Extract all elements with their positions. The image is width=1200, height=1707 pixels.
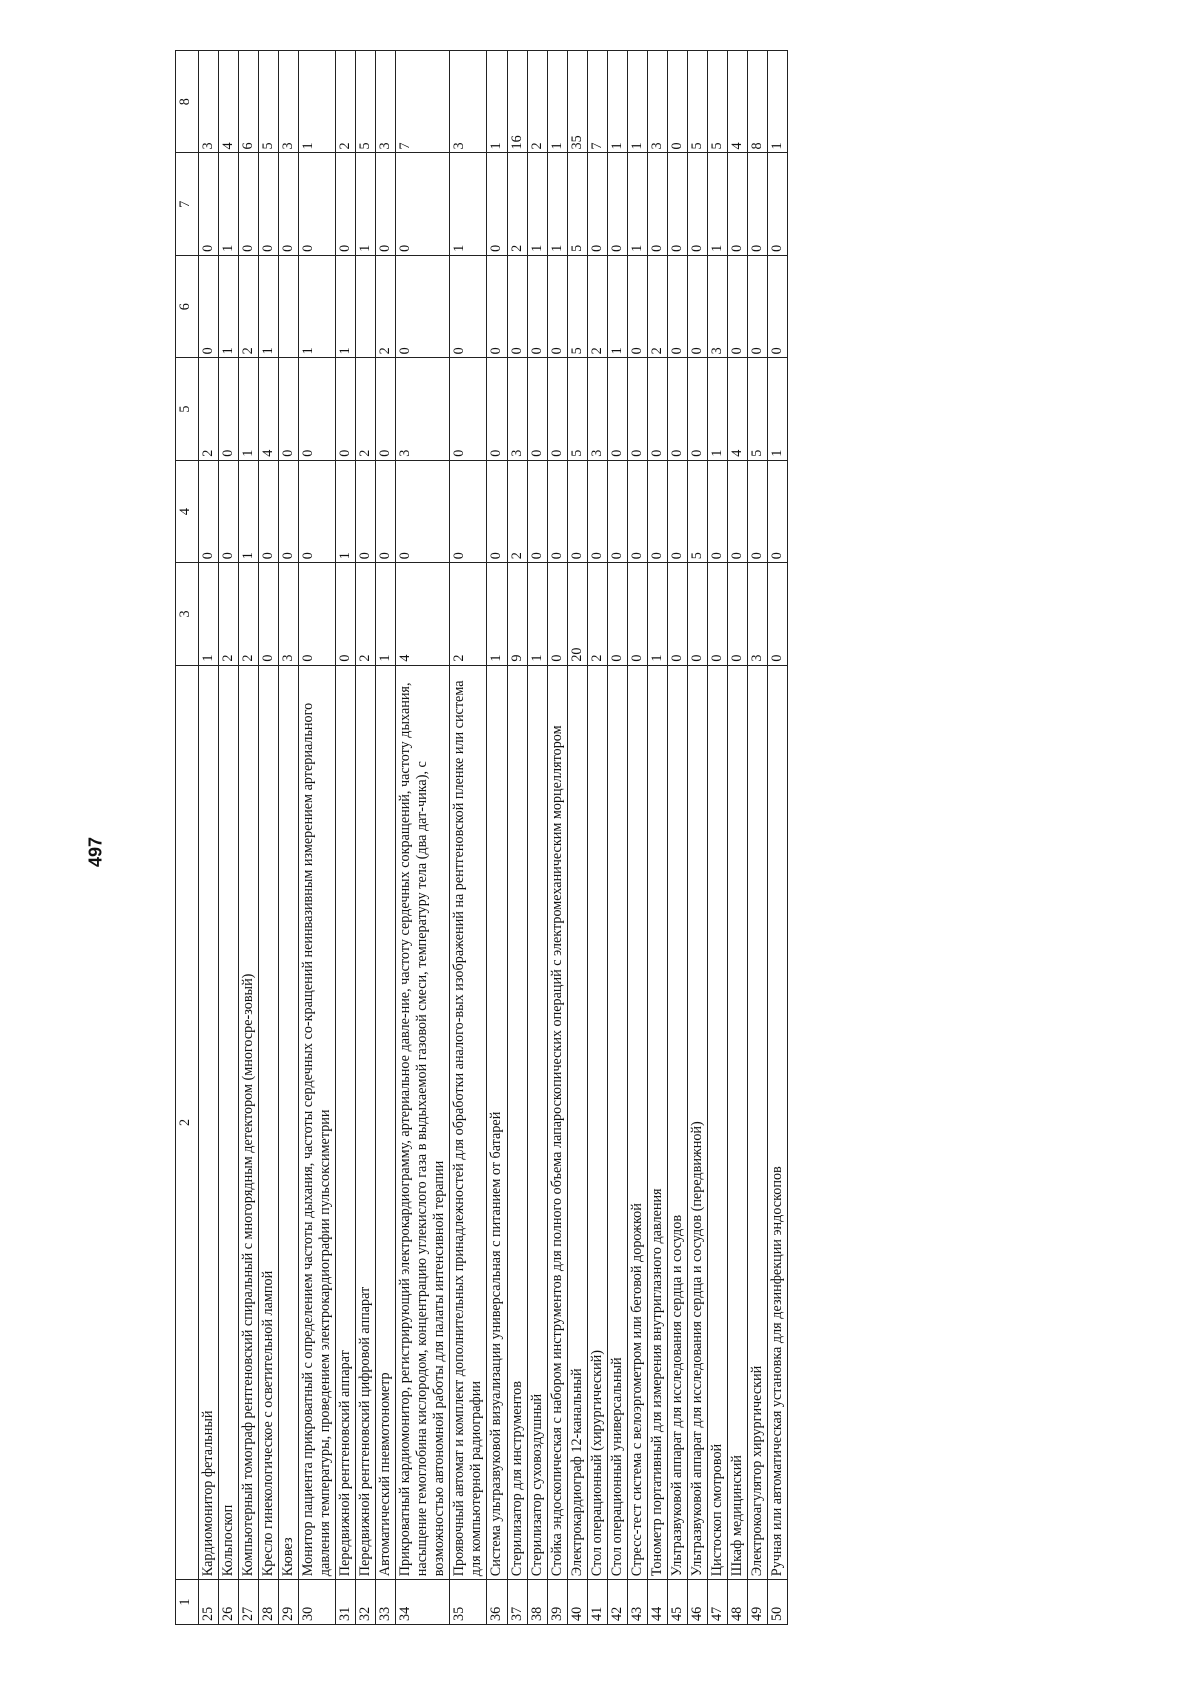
equipment-name-cell: Ультразвуковой аппарат для исследования сердца и сосудов — [667, 665, 687, 1580]
quantity-cell: 8 — [747, 51, 767, 153]
quantity-cell: 3 — [279, 563, 299, 665]
quantity-cell: 1 — [199, 563, 219, 665]
quantity-cell: 0 — [336, 153, 356, 255]
row-number-cell: 33 — [376, 1580, 396, 1625]
equipment-name-cell: Передвижной рентгеновский цифровой аппарат — [356, 665, 376, 1580]
table-row — [396, 51, 450, 1625]
quantity-cell: 1 — [356, 153, 376, 255]
table-row — [336, 51, 356, 1625]
quantity-cell: 1 — [527, 153, 547, 255]
quantity-cell: 0 — [767, 563, 787, 665]
quantity-cell: 0 — [450, 255, 487, 357]
quantity-cell: 1 — [647, 563, 667, 665]
quantity-cell: 0 — [547, 255, 567, 357]
quantity-cell: 0 — [627, 563, 647, 665]
equipment-name-cell: Проявочный автомат и комплект дополнительных принадлежностей для обработки аналого-вых изображений на рентгеновской пленке или система для компьютерной радиографии — [450, 665, 487, 1580]
row-number-cell: 34 — [396, 1580, 450, 1625]
quantity-cell: 5 — [259, 51, 279, 153]
quantity-cell: 0 — [687, 358, 707, 460]
quantity-cell: 5 — [687, 51, 707, 153]
equipment-name-cell: Ультразвуковой аппарат для исследования сердца и сосудов (передвижной) — [687, 665, 707, 1580]
equipment-name-cell: Цистоскоп смотровой — [707, 665, 727, 1580]
table-row — [239, 51, 259, 1625]
quantity-cell: 0 — [567, 460, 587, 562]
quantity-cell: 0 — [667, 563, 687, 665]
quantity-cell: 0 — [667, 460, 687, 562]
quantity-cell: 2 — [239, 255, 259, 357]
quantity-cell: 0 — [727, 153, 747, 255]
quantity-cell: 1 — [607, 255, 627, 357]
row-number-cell: 35 — [450, 1580, 487, 1625]
table-row — [376, 51, 396, 1625]
quantity-cell: 0 — [727, 563, 747, 665]
quantity-cell: 0 — [396, 255, 450, 357]
quantity-cell — [279, 255, 299, 357]
table-row — [356, 51, 376, 1625]
quantity-cell: 5 — [356, 51, 376, 153]
quantity-cell: 3 — [279, 51, 299, 153]
quantity-cell: 4 — [727, 51, 747, 153]
row-number-cell: 28 — [259, 1580, 279, 1625]
table-row — [727, 51, 747, 1625]
quantity-cell: 0 — [487, 460, 507, 562]
quantity-cell: 1 — [299, 255, 336, 357]
equipment-name-cell: Электрокардиограф 12-канальный — [567, 665, 587, 1580]
quantity-cell: 0 — [587, 153, 607, 255]
quantity-cell: 1 — [487, 563, 507, 665]
table-row — [279, 51, 299, 1625]
table-row — [707, 51, 727, 1625]
quantity-cell: 2 — [356, 563, 376, 665]
quantity-cell: 0 — [627, 358, 647, 460]
row-number-cell: 36 — [487, 1580, 507, 1625]
quantity-cell: 1 — [450, 153, 487, 255]
quantity-cell: 5 — [687, 460, 707, 562]
row-number-cell: 45 — [667, 1580, 687, 1625]
quantity-cell: 0 — [259, 563, 279, 665]
quantity-cell: 0 — [747, 460, 767, 562]
row-number-cell: 43 — [627, 1580, 647, 1625]
quantity-cell: 16 — [507, 51, 527, 153]
page-number: 497 — [85, 836, 106, 868]
quantity-cell: 0 — [527, 255, 547, 357]
header-cell: 1 — [176, 1580, 199, 1625]
quantity-cell: 0 — [607, 460, 627, 562]
quantity-cell: 0 — [687, 255, 707, 357]
quantity-cell: 0 — [707, 563, 727, 665]
table-row — [507, 51, 527, 1625]
quantity-cell: 0 — [627, 255, 647, 357]
equipment-name-cell: Стол операционный (хирургический) — [587, 665, 607, 1580]
quantity-cell: 0 — [299, 153, 336, 255]
equipment-table — [175, 50, 788, 1625]
header-cell: 2 — [176, 665, 199, 1580]
quantity-cell: 0 — [199, 153, 219, 255]
quantity-cell: 0 — [527, 460, 547, 562]
quantity-cell: 0 — [727, 255, 747, 357]
equipment-name-cell: Тонометр портативный для измерения внутриглазного давления — [647, 665, 667, 1580]
quantity-cell: 1 — [547, 153, 567, 255]
table-row — [199, 51, 219, 1625]
header-cell: 8 — [176, 51, 199, 153]
quantity-cell: 0 — [299, 460, 336, 562]
quantity-cell: 0 — [356, 460, 376, 562]
quantity-cell: 0 — [647, 460, 667, 562]
quantity-cell: 2 — [356, 358, 376, 460]
table-row — [667, 51, 687, 1625]
row-number-cell: 27 — [239, 1580, 259, 1625]
row-number-cell: 50 — [767, 1580, 787, 1625]
quantity-cell: 0 — [647, 358, 667, 460]
quantity-cell: 2 — [336, 51, 356, 153]
quantity-cell: 1 — [767, 51, 787, 153]
quantity-cell: 1 — [707, 358, 727, 460]
row-number-cell: 38 — [527, 1580, 547, 1625]
table-row — [747, 51, 767, 1625]
row-number-cell: 44 — [647, 1580, 667, 1625]
quantity-cell: 0 — [259, 153, 279, 255]
table-row — [647, 51, 667, 1625]
table-row — [547, 51, 567, 1625]
equipment-name-cell: Ручная или автоматическая установка для дезинфекции эндоскопов — [767, 665, 787, 1580]
quantity-cell: 2 — [587, 563, 607, 665]
table-row — [587, 51, 607, 1625]
quantity-cell: 1 — [239, 358, 259, 460]
table-row — [687, 51, 707, 1625]
equipment-name-cell: Шкаф медицинский — [727, 665, 747, 1580]
quantity-cell: 0 — [667, 255, 687, 357]
quantity-cell: 0 — [507, 255, 527, 357]
quantity-cell: 0 — [376, 358, 396, 460]
quantity-cell: 2 — [587, 255, 607, 357]
quantity-cell: 1 — [487, 51, 507, 153]
row-number-cell: 41 — [587, 1580, 607, 1625]
quantity-cell: 0 — [667, 153, 687, 255]
quantity-cell: 5 — [567, 255, 587, 357]
table-row — [299, 51, 336, 1625]
quantity-cell: 3 — [587, 358, 607, 460]
quantity-cell: 0 — [607, 563, 627, 665]
quantity-cell: 0 — [487, 358, 507, 460]
quantity-cell: 0 — [219, 460, 239, 562]
quantity-cell: 0 — [376, 460, 396, 562]
quantity-cell: 4 — [259, 358, 279, 460]
row-number-cell: 37 — [507, 1580, 527, 1625]
quantity-cell: 3 — [707, 255, 727, 357]
quantity-cell: 0 — [747, 153, 767, 255]
table-row — [627, 51, 647, 1625]
header-row — [176, 51, 199, 1625]
quantity-cell: 3 — [199, 51, 219, 153]
quantity-cell: 4 — [396, 563, 450, 665]
quantity-cell: 0 — [299, 358, 336, 460]
quantity-cell: 0 — [279, 358, 299, 460]
rotated-sheet — [175, 50, 1027, 1625]
row-number-cell: 29 — [279, 1580, 299, 1625]
header-cell: 6 — [176, 255, 199, 357]
equipment-name-cell: Монитор пациента прикроватный с определением частоты дыхания, частоты сердечных со-кращений неинвазивным измерением артериального давления температуры, проведением электрокардиографии пульсоксиметрии — [299, 665, 336, 1580]
row-number-cell: 46 — [687, 1580, 707, 1625]
quantity-cell: 0 — [767, 460, 787, 562]
table-row — [527, 51, 547, 1625]
quantity-cell: 0 — [587, 460, 607, 562]
table-row — [607, 51, 627, 1625]
equipment-name-cell: Кольпоскоп — [219, 665, 239, 1580]
quantity-cell: 35 — [567, 51, 587, 153]
quantity-cell: 3 — [507, 358, 527, 460]
table-row — [259, 51, 279, 1625]
quantity-cell: 0 — [279, 460, 299, 562]
table-body — [199, 51, 788, 1625]
equipment-name-cell: Компьютерный томограф рентгеновский спиральный с многорядным детектором (многосре-зовый) — [239, 665, 259, 1580]
quantity-cell: 1 — [607, 51, 627, 153]
quantity-cell: 4 — [219, 51, 239, 153]
equipment-name-cell: Кресло гинекологическое с осветительной лампой — [259, 665, 279, 1580]
quantity-cell: 5 — [707, 51, 727, 153]
quantity-cell: 2 — [507, 460, 527, 562]
equipment-name-cell: Стерилизатор суховоздушный — [527, 665, 547, 1580]
quantity-cell: 0 — [607, 153, 627, 255]
quantity-cell: 3 — [450, 51, 487, 153]
quantity-cell: 0 — [279, 153, 299, 255]
quantity-cell: 0 — [336, 358, 356, 460]
quantity-cell: 1 — [219, 255, 239, 357]
row-number-cell: 25 — [199, 1580, 219, 1625]
quantity-cell: 0 — [396, 153, 450, 255]
equipment-name-cell: Кардиомонитор фетальный — [199, 665, 219, 1580]
row-number-cell: 47 — [707, 1580, 727, 1625]
table-row — [219, 51, 239, 1625]
quantity-cell: 4 — [727, 358, 747, 460]
row-number-cell: 32 — [356, 1580, 376, 1625]
quantity-cell: 0 — [547, 358, 567, 460]
equipment-name-cell: Электрокоагулятор хирургический — [747, 665, 767, 1580]
quantity-cell: 1 — [767, 358, 787, 460]
header-cell: 7 — [176, 153, 199, 255]
quantity-cell: 0 — [299, 563, 336, 665]
table-row — [567, 51, 587, 1625]
quantity-cell: 1 — [707, 153, 727, 255]
quantity-cell: 0 — [687, 563, 707, 665]
quantity-cell: 2 — [527, 51, 547, 153]
quantity-cell: 2 — [199, 358, 219, 460]
table-row — [487, 51, 507, 1625]
quantity-cell: 0 — [527, 358, 547, 460]
equipment-name-cell: Стойка эндоскопическая с набором инструментов для полного объема лапароскопических операций с электромеханическим морцеллятором — [547, 665, 567, 1580]
header-cell: 3 — [176, 563, 199, 665]
quantity-cell: 2 — [219, 563, 239, 665]
quantity-cell: 2 — [376, 255, 396, 357]
quantity-cell: 0 — [547, 460, 567, 562]
quantity-cell: 3 — [376, 51, 396, 153]
quantity-cell: 2 — [450, 563, 487, 665]
quantity-cell: 0 — [647, 153, 667, 255]
quantity-cell: 2 — [647, 255, 667, 357]
row-number-cell: 26 — [219, 1580, 239, 1625]
table-header — [176, 51, 199, 1625]
quantity-cell: 3 — [396, 358, 450, 460]
equipment-name-cell: Автоматический пневмотонометр — [376, 665, 396, 1580]
quantity-cell: 1 — [259, 255, 279, 357]
table-row — [450, 51, 487, 1625]
quantity-cell: 0 — [487, 153, 507, 255]
quantity-cell: 0 — [767, 255, 787, 357]
quantity-cell: 0 — [667, 51, 687, 153]
equipment-name-cell: Прикроватный кардиомонитор, регистрирующий электрокардиограмму, артериальное давле-ние, частоту сердечных сокращений, частоту дыхания, насыщение гемоглобина кислородом, концентрацию углекислого газа в выдыхаемой газовой смеси, температуру тела (два дат-чика), с возможностью автономной работы для палаты интенсивной терапии — [396, 665, 450, 1580]
equipment-name-cell: Стол операционный универсальный — [607, 665, 627, 1580]
quantity-cell: 0 — [767, 153, 787, 255]
quantity-cell: 0 — [687, 153, 707, 255]
quantity-cell: 6 — [239, 51, 259, 153]
quantity-cell: 1 — [299, 51, 336, 153]
row-number-cell: 42 — [607, 1580, 627, 1625]
quantity-cell: 5 — [567, 153, 587, 255]
quantity-cell: 1 — [336, 255, 356, 357]
quantity-cell: 2 — [239, 563, 259, 665]
quantity-cell: 0 — [376, 153, 396, 255]
quantity-cell: 7 — [587, 51, 607, 153]
quantity-cell: 0 — [239, 153, 259, 255]
equipment-name-cell: Система ультразвуковой визуализации универсальная с питанием от батарей — [487, 665, 507, 1580]
quantity-cell: 1 — [376, 563, 396, 665]
quantity-cell: 0 — [667, 358, 687, 460]
row-number-cell: 48 — [727, 1580, 747, 1625]
quantity-cell: 0 — [259, 460, 279, 562]
equipment-name-cell: Стресс-тест система с велоэргометром или беговой дорожкой — [627, 665, 647, 1580]
row-number-cell: 49 — [747, 1580, 767, 1625]
quantity-cell: 0 — [199, 255, 219, 357]
quantity-cell: 0 — [450, 460, 487, 562]
quantity-cell — [356, 255, 376, 357]
quantity-cell: 0 — [487, 255, 507, 357]
quantity-cell: 0 — [747, 255, 767, 357]
quantity-cell: 1 — [547, 51, 567, 153]
quantity-cell: 5 — [747, 358, 767, 460]
quantity-cell: 7 — [396, 51, 450, 153]
equipment-name-cell: Передвижной рентгеновский аппарат — [336, 665, 356, 1580]
quantity-cell: 1 — [239, 460, 259, 562]
quantity-cell: 1 — [219, 153, 239, 255]
quantity-cell: 3 — [647, 51, 667, 153]
quantity-cell: 3 — [747, 563, 767, 665]
equipment-name-cell: Кювез — [279, 665, 299, 1580]
table-row — [767, 51, 787, 1625]
row-number-cell: 30 — [299, 1580, 336, 1625]
quantity-cell: 0 — [450, 358, 487, 460]
quantity-cell: 0 — [607, 358, 627, 460]
header-cell: 5 — [176, 358, 199, 460]
quantity-cell: 9 — [507, 563, 527, 665]
quantity-cell: 0 — [627, 460, 647, 562]
quantity-cell: 0 — [199, 460, 219, 562]
quantity-cell: 0 — [547, 563, 567, 665]
quantity-cell: 0 — [396, 460, 450, 562]
quantity-cell: 1 — [627, 51, 647, 153]
quantity-cell: 0 — [707, 460, 727, 562]
quantity-cell: 0 — [727, 460, 747, 562]
quantity-cell: 2 — [507, 153, 527, 255]
row-number-cell: 39 — [547, 1580, 567, 1625]
quantity-cell: 5 — [567, 358, 587, 460]
row-number-cell: 31 — [336, 1580, 356, 1625]
quantity-cell: 0 — [336, 563, 356, 665]
quantity-cell: 0 — [219, 358, 239, 460]
equipment-name-cell: Стерилизатор для инструментов — [507, 665, 527, 1580]
quantity-cell: 1 — [336, 460, 356, 562]
quantity-cell: 1 — [527, 563, 547, 665]
row-number-cell: 40 — [567, 1580, 587, 1625]
header-cell: 4 — [176, 460, 199, 562]
quantity-cell: 20 — [567, 563, 587, 665]
quantity-cell: 1 — [627, 153, 647, 255]
